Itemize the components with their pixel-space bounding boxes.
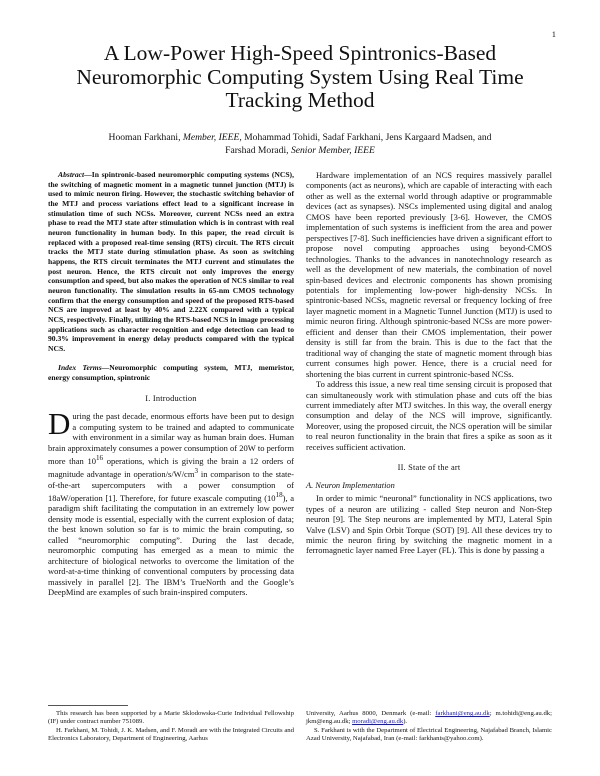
- intro-text: ), a paradigm shift facilitating the computation in an extremely low power density mode is essential, especially with the current explosion of data; the best known solution so far is to mimic the brain computing, so called “neuromorphic computing”. During the last decade, neuromorphic computing has emerged as a mean to mimic the architecture of biological networks to overcome the limitation of the word-at-a-time thinking of conventional computers by processing data massively in parallel [2]. The IBM’s TrueNorth and the Google’s DeepMind are examples of such brain-inspired computers.: [48, 492, 294, 597]
- superscript: 3: [194, 467, 198, 476]
- abstract-text: —In spintronic-based neuromorphic computing systems (NCS), the switching of magnetic moment in a magnetic tunnel junction (MTJ) is used to mimic neuron firing. However, the stochastic switching behavior of the MTJ and process variations effect lead to a significant increase in stimulation time of such NCSs. Moreover, current NCSs need an extra phase to read the MTJ state after stimulation which is in contrast with real neuron functionality in human body. In this paper, the read circuit is replaced with a proposed real-time sensing (RTS) circuit. The RTS circuit tracks the MTJ state during stimulation phase. As soon as switching happens, the RTS circuit terminates the MTJ current and stimulates the post neuron. Hence, the RTS circuit not only improves the energy consumption and speed, but also makes the operation of NCS similar to real neuron functionality. The simulation results in 65-nm CMOS technology confirm that the energy consumption and speed of the proposed RTS-based NCS are improved at least by 40% and 2.22X compared with a typical NCS, respectively. Finally, utilizing the RTS-based NCS in image processing applications such as character recognition and edge detection can lead to 90.3% improvement in energy delay products compared with the typical NCS.: [48, 170, 294, 353]
- author-text: , Mohammad Tohidi, Sadaf Farkhani, Jens Kargaard Madsen, and: [239, 132, 492, 143]
- footnote-text: ; m.tohidi@eng.au.dk; jkm@eng.au.dk;: [306, 710, 552, 726]
- body-paragraph: In order to mimic “neuronal” functionality in NCS applications, two types of a neuron are utilizing - called Step neuron and Non-Step neuron [9]. The Step neurons are implemented by MTJ, Lateral Spin Valve (LSV) and Spin Orbit Torque (SOT) [9]. All these devices try to mimic the neuron firing by switching the magnetic moment in a ferromagnetic layer named Free Layer (FL). This is done by passing a: [306, 493, 552, 556]
- footnote-affiliation: H. Farkhani, M. Tohidi, J. K. Madsen, and F. Moradi are with the Integrated Circuits and Electronics Laboratory, Department of Engineering, Aarhus: [48, 726, 294, 742]
- body-paragraph: Hardware implementation of an NCS requires massively parallel components (act as neurons), which are capable of interacting with each other as well as the external world through adaptive or programmable devices (act as synapses). NSCs implemented using digital and analog CMOS have been reported previously [3-6]. However, the CMOS implementation of such systems is inefficient from the area and power perspectives [7-8]. Such inefficiencies have driven a significant effort to propose novel computing approaches using beyond-CMOS technologies. Thanks to the advances in nanotechnology research as well as the development of new materials, the combination of novel spin-based devices and electronic components has shown promising potentials for implementing low-power high-density NCSs. In spintronic-based NCSs, magnetic reversal or frequency locking of free layer magnetic moment in a Magnetic Tunnel Junction (MTJ) is used to mimic neuron firing. Although spintronic-based NCSs are more power-efficient and denser than their CMOS implementation, their power density is still far from the brain. This is due to the fact that the traditional way of changing the state of magnetic moment through bias current consumes high power. Hence, there is a crucial need for shortening the bias current in current spintronic-based NCSs.: [306, 170, 552, 379]
- footnote-affiliation-2: S. Farkhani is with the Department of Electrical Engineering, Najafabad Branch, Islamic Azad University, Najafabad, Iran (e-mail: farkhanis@yahoo.com).: [306, 726, 552, 742]
- subsection-heading-neuron-implementation: A. Neuron Implementation: [306, 480, 395, 490]
- author-line-1: [60, 131, 540, 144]
- author-text: Hooman Farkhani,: [108, 132, 183, 143]
- section-heading-state-of-the-art: II. State of the art: [397, 463, 461, 473]
- index-terms-label: Index Terms: [58, 363, 102, 373]
- intro-text: uring the past decade, enormous efforts have been put to design a computing system to be trained and adapted to communicate with environment in a similar way as human brain does. Human brain approximately consumes a power consumption of 20W to perform more than 10: [48, 411, 294, 466]
- right-column: [306, 170, 552, 556]
- abstract-label: Abstract: [58, 170, 85, 179]
- footnote-funding: This research has been supported by a Marie Sklodowska-Curie Individual Fellowship (IF) under contract number 751089.: [48, 710, 294, 726]
- email-link[interactable]: moradi@eng.au.dk: [352, 718, 404, 726]
- body-paragraph: To address this issue, a new real time sensing circuit is proposed that can simultaneously work with stimulation phase and cuts off the bias current immediately after MTJ switches. In this way, the overall energy consumption and delay of the NCS will improve, significantly. Moreover, using the proposed circuit, the NCS operation will be similar to real neuron functionality in the brain that fires a spike as soon as it receives sufficient activation.: [306, 379, 552, 452]
- intro-paragraph: [48, 406, 295, 597]
- footnote-text: University, Aarhus 8000, Denmark (e-mail:: [306, 710, 436, 717]
- index-terms-text: —Neuromorphic computing system, MTJ, memristor, energy consumption, spintronic: [48, 363, 294, 383]
- intro-text: in comparison to the state-of-the-art supercomputers with a power consumption of 18aW/operation [1]. Therefore, for future exascale computing (10: [48, 469, 295, 503]
- paper-title: A Low-Power High-Speed Spintronics-Based Neuromorphic Computing System Using Real Time Tracking Method: [76, 41, 524, 112]
- author-text: Farshad Moradi,: [225, 145, 291, 156]
- intro-text: operations, which is giving the brain a 12 orders of magnitude advantage in operation/s/W/cm: [48, 455, 294, 480]
- footnote-affiliation-cont: [306, 710, 552, 727]
- author-affiliation-title: Senior Member, IEEE: [290, 145, 375, 156]
- superscript: 16: [95, 454, 104, 463]
- left-column: [48, 170, 294, 597]
- section-heading-introduction: I. Introduction: [145, 393, 197, 403]
- superscript: 18: [275, 491, 283, 500]
- footnote-text: ).: [403, 718, 408, 726]
- author-list: [60, 131, 540, 157]
- email-link[interactable]: farkhani@eng.au.dk: [435, 710, 490, 717]
- page-number: 1: [551, 29, 556, 39]
- drop-cap: D: [48, 406, 71, 442]
- author-affiliation-title: Member, IEEE: [182, 132, 240, 143]
- author-line-2: [60, 144, 540, 157]
- footnote-rule: [48, 705, 128, 706]
- index-terms: [48, 363, 294, 382]
- footnotes-right: [306, 710, 552, 743]
- abstract: [48, 170, 294, 353]
- footnotes-left: [48, 710, 294, 743]
